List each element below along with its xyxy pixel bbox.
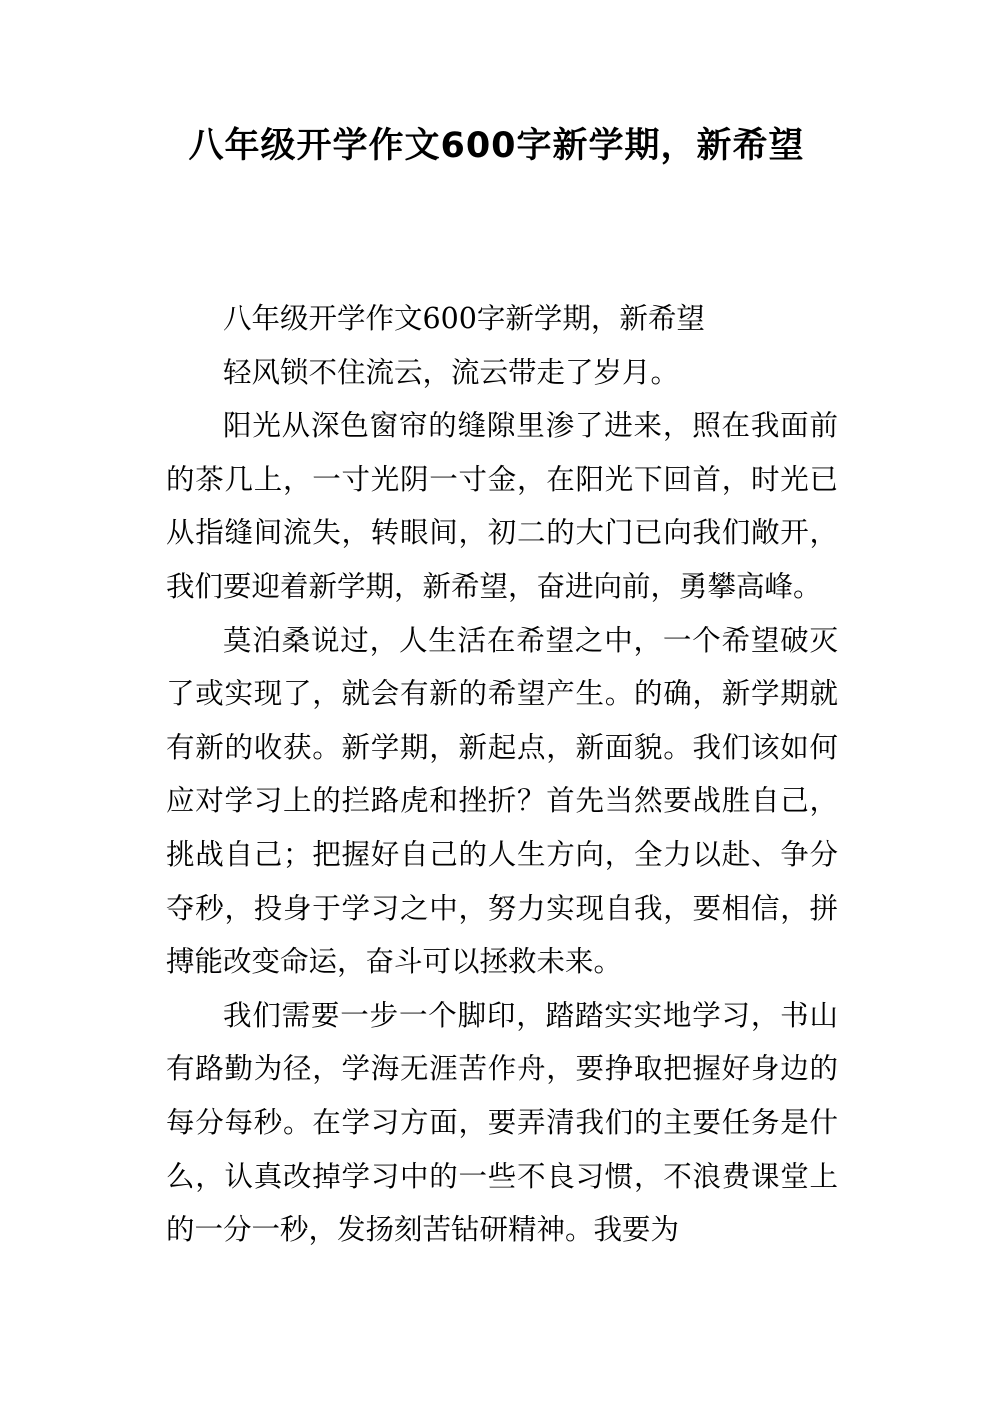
paragraph-2: 阳光从深色窗帘的缝隙里渗了进来，照在我面前的茶几上，一寸光阴一寸金，在阳光下回首，时光已从指缝间流失，转眼间，初二的大门已向我们敞开，我们要迎着新学期，新希望，奋进向前，勇攀高峰。 [166, 409, 838, 603]
document-title: 八年级开学作文600字新学期，新希望 [188, 126, 805, 166]
paragraph-3: 莫泊桑说过，人生活在希望之中，一个希望破灭了或实现了，就会有新的希望产生。的确，新学期就有新的收获。新学期，新起点，新面貌。我们该如何应对学习上的拦路虎和挫折？首先当然要战胜自己，挑战自己；把握好自己的人生方向，全力以赴、争分夺秒，投身于学习之中，努力实现自我，要相信，拼搏能改变命运，奋斗可以拯救未来。 [166, 623, 838, 979]
paragraph-heading-repeat: 八年级开学作文600字新学期，新希望 [223, 302, 705, 335]
paragraph-1: 轻风锁不住流云，流云带走了岁月。 [223, 355, 680, 389]
paragraph-4: 我们需要一步一个脚印，踏踏实实地学习，书山有路勤为径，学海无涯苦作舟，要挣取把握好身边的每分每秒。在学习方面，要弄清我们的主要任务是什么，认真改掉学习中的一些不良习惯，不浪费课堂上的一分一秒，发扬刻苦钻研精神。我要为 [166, 998, 838, 1247]
document-body [166, 292, 838, 1257]
